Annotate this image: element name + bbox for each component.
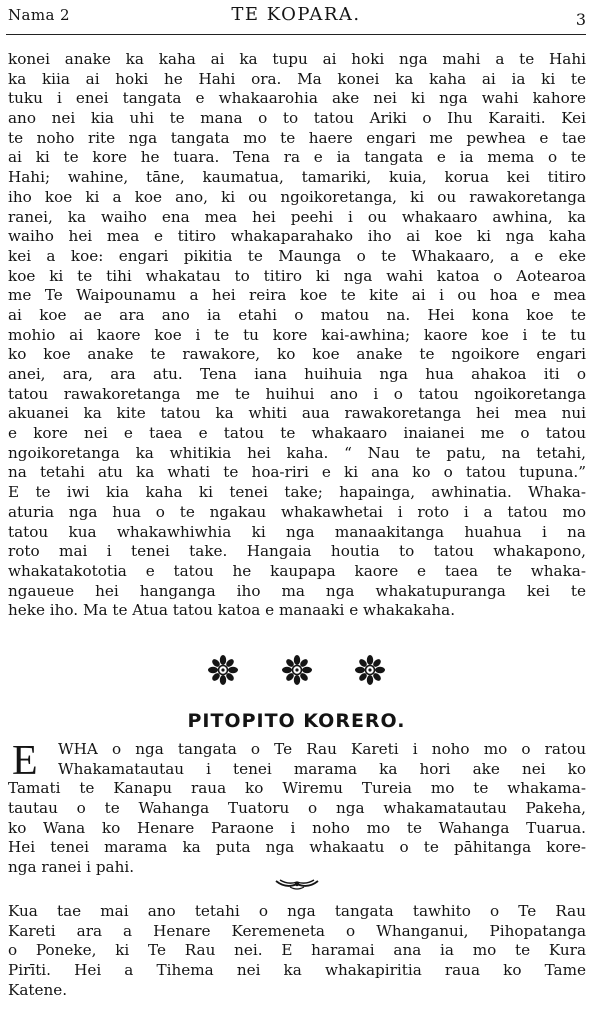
paragraph-line: kei a koe: engari pikitia te Maunga o te Whakaaro, a e eke: [8, 246, 586, 265]
paragraph-line: waiho hei mea e titiro whakaparahako iho ai koe ki nga kaha: [8, 227, 586, 246]
paragraph-line: ngoikoretanga ka whitikia hei kaha. “ Nau te patu, na tetahi,: [8, 443, 586, 462]
paragraph-line: iho koe ki a koe ano, ki ou ngoikoretanga, ki ou rawakoretanga: [8, 187, 586, 206]
paragraph-line: ai ki te kore he tuara. Tena ra e ia tangata e ia mema o te: [8, 148, 586, 167]
paragraph-line: Katene.: [8, 980, 68, 999]
running-header: [6, 2, 586, 32]
paragraph-line: roto mai i tenei take. Hangaia houtia to tatou whakapono,: [8, 542, 586, 561]
paragraph-line: ai koe ae ara ano ia etahi o matou na. Hei kona koe te: [8, 305, 586, 324]
news-line: WHA o nga tangata o Te Rau Kareti i noho mo o ratou: [58, 740, 586, 758]
paragraph-line: Kareti ara a Henare Keremeneta o Whanganui, Pihopatanga: [8, 921, 586, 940]
section-heading: PITOPITO KORERO.: [187, 710, 406, 732]
paragraph-line: akuanei ka kite tatou ka whiti aua rawakoretanga hei mea nui: [8, 404, 586, 423]
paragraph-line: na tetahi atu ka whati te hoa-riri e ki ana ko o tatou tupuna.”: [8, 463, 586, 482]
paragraph-line: whakatakototia e tatou he kaupapa kaore e taea te whaka-: [8, 561, 586, 580]
flower-ornament-icon: [282, 655, 312, 685]
news-section: [8, 740, 586, 878]
news-line: nga ranei i pahi.: [8, 858, 135, 877]
paragraph-line: koe ki te tihi whakatau to titiro ki nga wahi katoa o Aotearoa: [8, 266, 586, 285]
paragraph-line: te noho rite nga tangata mo te haere engari me pewhea e tae: [8, 128, 586, 147]
paragraph-line: ranei, ka waiho ena mea hei peehi i ou whakaaro awhina, ka: [8, 207, 586, 226]
news-line: Tamati te Kanapu raua ko Wiremu Tureia mo te whakama-: [8, 779, 586, 798]
ornament-row: [0, 655, 593, 689]
paragraph-line: ano nei kia uhi te mana o to tatou Ariki o Ihu Karaiti. Kei: [8, 109, 586, 128]
paragraph-line: heke iho. Ma te Atua tatou katoa e manaaki e whakakaha.: [8, 601, 456, 620]
paragraph-line: ngaueue hei hanganga iho ma nga whakatupuranga kei te: [8, 581, 586, 600]
paragraph-line: ka kiia ai hoki he Hahi ora. Ma konei ka kaha ai ia ki te: [8, 69, 586, 88]
news-line: Hei tenei marama ka puta nga whakaatu o te pāhitanga kore-: [8, 838, 586, 857]
article-paragraph: [8, 50, 586, 621]
second-paragraph: [8, 902, 586, 1000]
paragraph-line: tatou rawakoretanga me te huihui ano i o tatou ngoikoretanga: [8, 384, 586, 403]
scroll-divider-icon: [0, 876, 593, 895]
paragraph-line: tuku i enei tangata e whakaarohia ake nei ki nga wahi kahore: [8, 89, 586, 108]
news-line: tautau o te Wahanga Tuatoru o nga whakamatautau Pakeha,: [8, 799, 586, 818]
journal-title: TE KOPARA.: [231, 4, 361, 25]
drop-cap: E: [12, 738, 38, 784]
paragraph-line: me Te Waipounamu a hei reira koe te kite ai i ou hoa e mea: [8, 286, 586, 305]
paragraph-line: ko koe anake te rawakore, ko koe anake te ngoikore engari: [8, 345, 586, 364]
flower-ornament-icon: [208, 655, 238, 685]
header-rule: [6, 34, 586, 35]
paragraph-line: E te iwi kia kaha ki tenei take; hapainga, awhinatia. Whaka-: [8, 483, 586, 502]
paragraph-line: Pirīti. Hei a Tihema nei ka whakapiritia raua ko Tame: [8, 961, 586, 980]
paragraph-line: o Poneke, ki Te Rau nei. E haramai ana ia mo te Kura: [8, 941, 586, 960]
issue-label: Nama 2: [8, 6, 70, 24]
flower-ornament-icon: [355, 655, 385, 685]
paragraph-line: mohio ai kaore koe i te tu kore kai-awhina; kaore koe i te tu: [8, 325, 586, 344]
paragraph-line: anei, ara, ara atu. Tena iana huihuia nga hua ahakoa iti o: [8, 365, 586, 383]
paragraph-line: Hahi; wahine, tāne, kaumatua, tamariki, kuia, korua kei titiro: [8, 168, 586, 187]
paragraph-line: aturia nga hua o te ngakau whakawhetai i roto i a tatou mo: [8, 502, 586, 521]
paragraph-line: tatou kua whakawhiwhia ki nga manaakitanga huahua i na: [8, 522, 586, 541]
news-line: Whakamatautau i tenei marama ka hori ake nei ko: [58, 759, 586, 778]
news-line: ko Wana ko Henare Paraone i noho mo te Wahanga Tuarua.: [8, 818, 586, 837]
paragraph-line: e kore nei e taea e tatou te whakaaro inaianei me o tatou: [8, 424, 586, 443]
paragraph-line: Kua tae mai ano tetahi o nga tangata tawhito o Te Rau: [8, 902, 586, 920]
page-number: 3: [575, 10, 586, 29]
paragraph-line: konei anake ka kaha ai ka tupu ai hoki nga mahi a te Hahi: [8, 50, 586, 68]
